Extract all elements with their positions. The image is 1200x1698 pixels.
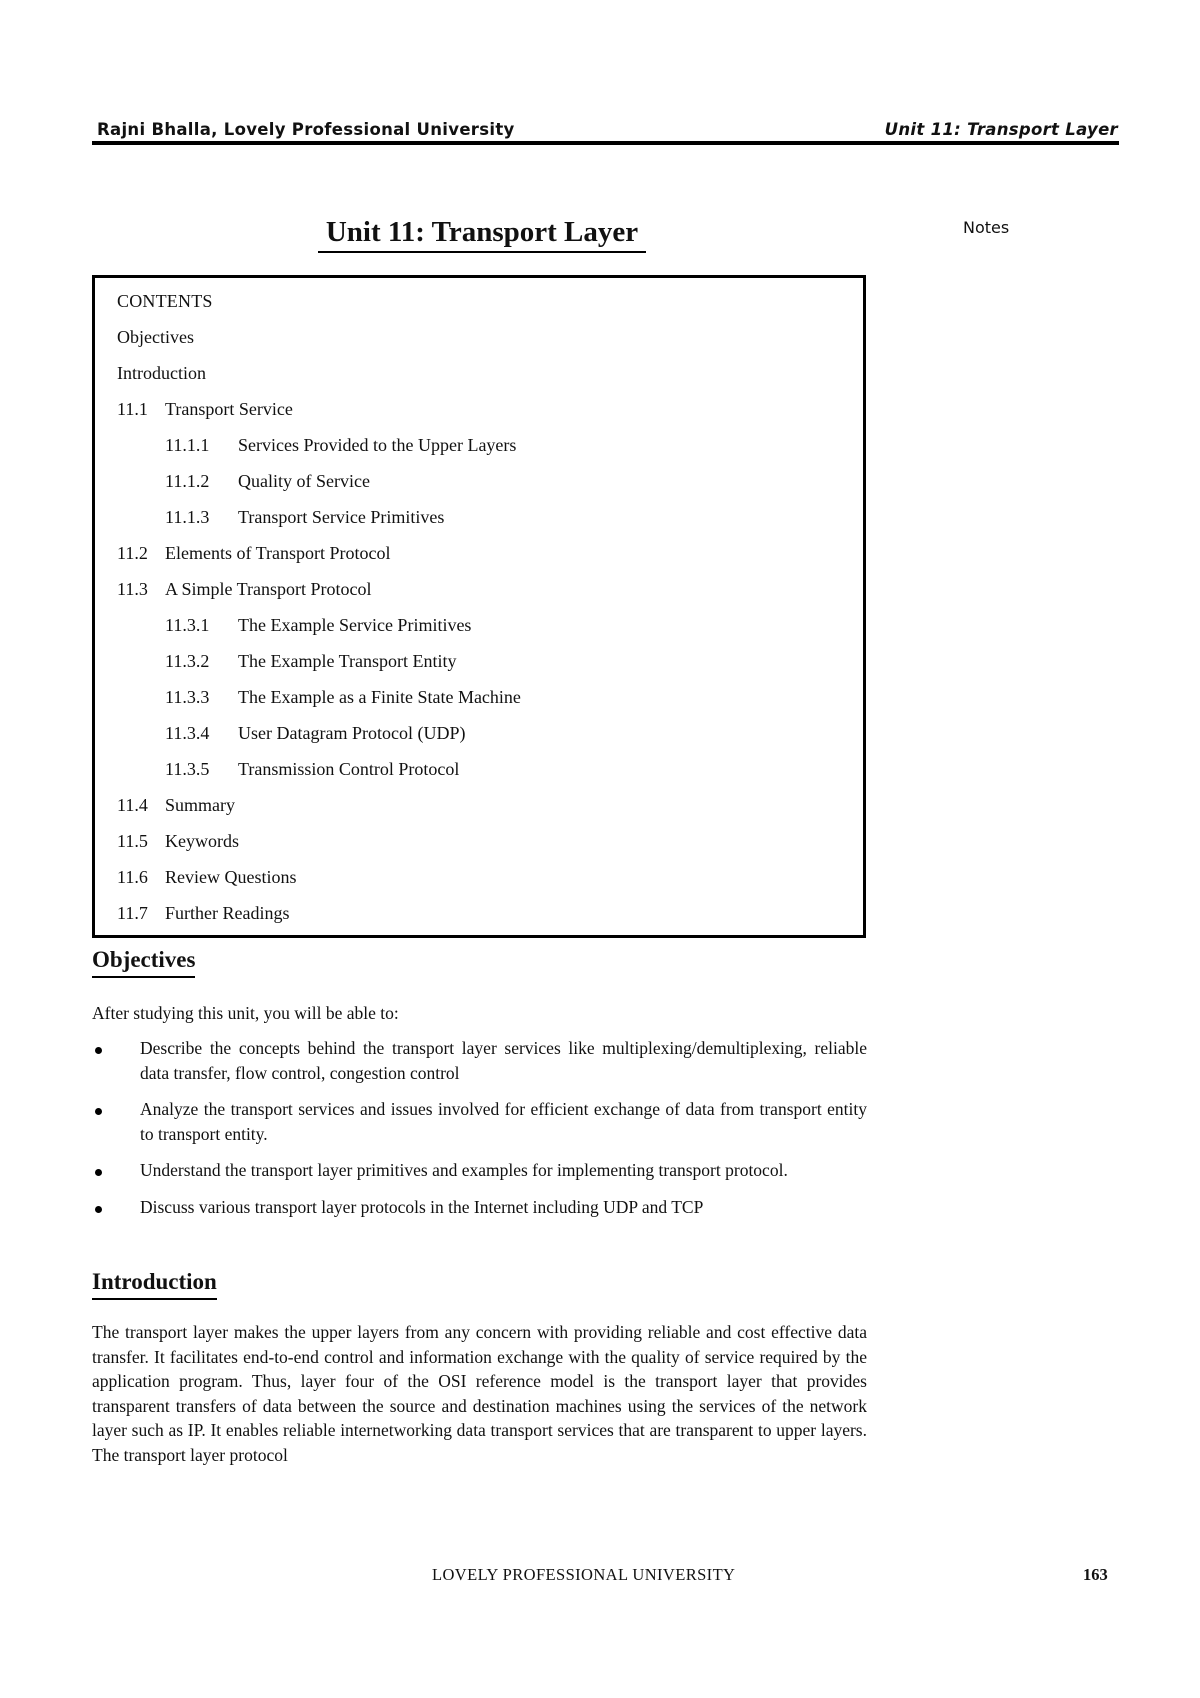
toc-item [117,831,239,852]
contents-box [92,275,866,938]
bullet-icon [95,1206,102,1213]
margin-notes-label: Notes [963,218,1010,237]
toc-number: 11.3.2 [165,651,210,671]
toc-label: Review Questions [165,867,297,887]
toc-number: 11.1.1 [165,435,210,455]
objectives-list [92,1036,867,1231]
toc-label: The Example Transport Entity [238,651,457,671]
toc-label: Transmission Control Protocol [238,759,460,779]
toc-label: A Simple Transport Protocol [165,579,372,599]
toc-label: Keywords [165,831,239,851]
toc-number: 11.3.4 [165,723,210,743]
toc-number: 11.3.3 [165,687,210,707]
running-header-unit: Unit 11: Transport Layer [884,120,1118,139]
toc-item [117,795,235,816]
toc-number: 11.3 [117,579,148,599]
toc-number: 11.1.3 [165,507,210,527]
header-rule [92,141,1119,145]
toc-label: Objectives [117,327,194,347]
toc-label: Transport Service [165,399,293,419]
toc-number: 11.1 [117,399,148,419]
toc-item [165,723,465,744]
footer-university: LOVELY PROFESSIONAL UNIVERSITY [432,1565,736,1584]
toc-item [165,759,459,780]
list-item [92,1195,867,1220]
objectives-heading: Objectives [92,947,195,978]
bullet-icon [95,1047,102,1054]
toc-label: The Example as a Finite State Machine [238,687,521,707]
toc-number: 11.7 [117,903,148,923]
toc-label: Summary [165,795,235,815]
toc-item [117,327,194,348]
toc-label: Elements of Transport Protocol [165,543,391,563]
toc-number: 11.1.2 [165,471,210,491]
list-item [92,1158,867,1183]
toc-label: The Example Service Primitives [238,615,472,635]
toc-item [117,543,391,564]
toc-item [165,651,456,672]
toc-item [165,507,444,528]
introduction-heading: Introduction [92,1269,217,1300]
bullet-icon [95,1169,102,1176]
bullet-text: Understand the transport layer primitives and examples for implementing transport protocol. [140,1160,788,1180]
toc-item [117,867,296,888]
bullet-text: Analyze the transport services and issues involved for efficient exchange of data from transport entity to transport entity. [140,1099,867,1144]
bullet-icon [95,1108,102,1115]
toc-number: 11.2 [117,543,148,563]
list-item [92,1036,867,1085]
objectives-intro: After studying this unit, you will be able to: [92,1003,399,1023]
toc-item [117,363,206,384]
toc-label: User Datagram Protocol (UDP) [238,723,466,743]
toc-number: 11.6 [117,867,148,887]
toc-item [165,687,521,708]
contents-heading: CONTENTS [117,291,213,311]
toc-item [117,579,372,600]
toc-number: 11.5 [117,831,148,851]
toc-number: 11.3.5 [165,759,210,779]
toc-item [165,471,370,492]
introduction-paragraph: The transport layer makes the upper layers from any concern with providing reliable and cost effective data transfer. It facilitates end-to-end control and information exchange with the quality of service required by the application program. Thus, layer four of the OSI reference model is the transport layer that provides transparent transfers of data between the source and destination machines using the services of the network layer such as IP. It enables reliable internetworking data transport services that are transparent to upper layers. The transport layer protocol [92,1322,867,1465]
page-number: 163 [1083,1565,1108,1584]
toc-number: 11.3.1 [165,615,210,635]
toc-item [117,903,289,924]
bullet-text: Discuss various transport layer protocols in the Internet including UDP and TCP [140,1196,704,1217]
toc-label: Introduction [117,363,206,383]
toc-label: Quality of Service [238,471,370,491]
toc-number: 11.4 [117,795,148,815]
toc-item [117,399,293,420]
list-item [92,1097,867,1146]
running-header-author: Rajni Bhalla, Lovely Professional University [97,120,515,139]
toc-label: Further Readings [165,903,290,923]
toc-item [165,615,471,636]
toc-label: Services Provided to the Upper Layers [238,435,517,455]
toc-label: Transport Service Primitives [238,507,445,527]
bullet-text: Describe the concepts behind the transport layer services like multiplexing/demultiplexing, reliable data transfer, flow control, congestion control [140,1038,867,1083]
unit-title: Unit 11: Transport Layer [318,216,646,253]
toc-item [165,435,516,456]
